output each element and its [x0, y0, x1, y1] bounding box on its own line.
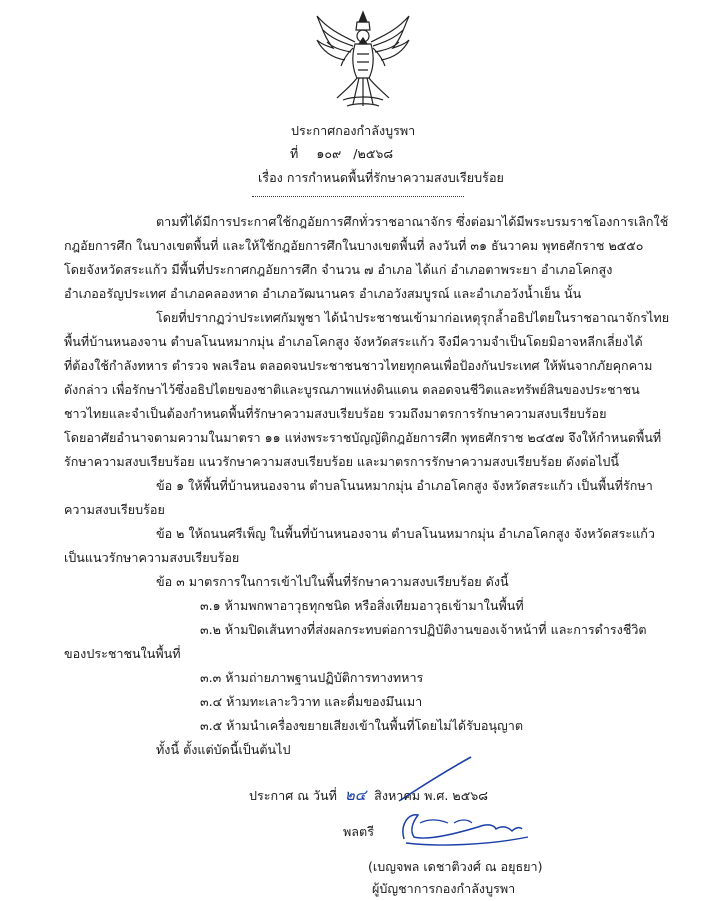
para2-line: โดยอาศัยอำนาจตามความในมาตรา ๑๑ แห่งพระราชบัญญัติกฎอัยการศึก พุทธศักราช ๒๔๕๗ จึงให้กำหนดพื้นที่ [64, 430, 662, 445]
org-title: ประกาศกองกำลังบูรพา [291, 123, 416, 138]
number-year: /๒๕๖๘ [353, 146, 394, 161]
announced-day: ๒๔ [344, 786, 367, 804]
para2-line: โดยที่ปรากฏว่าประเทศกัมพูชา ได้นำประชาชนเข้ามาก่อเหตุรุกล้ำอธิปไตยในราชอาณาจักรไทย [156, 310, 670, 325]
announced-month-year: สิงหาคม พ.ศ. ๒๕๖๘ [374, 788, 488, 803]
para1-line: กฎอัยการศึก ในบางเขตพื้นที่ และให้ใช้กฎอัยการศึกในบางเขตพื้นที่ ลงวันที่ ๓๑ ธันวาคม พุทธศักราช ๒๕๕๐ [64, 238, 644, 253]
para2-line: รักษาความสงบเรียบร้อย แนวรักษาความสงบเรียบร้อย และมาตรการรักษาความสงบเรียบร้อย ดังต่อไปนี้ [64, 454, 620, 469]
closing-line: ทั้งนี้ ตั้งแต่บัดนี้เป็นต้นไป [156, 742, 291, 757]
item1-line: ความสงบเรียบร้อย [64, 502, 165, 517]
signer-position: ผู้บัญชาการกองกำลังบูรพา [372, 881, 516, 896]
sub-item-3-3: ๓.๓ ห้ามถ่ายภาพฐานปฏิบัติการทางทหาร [200, 670, 424, 685]
handwritten-signature-icon [398, 805, 533, 850]
para2-line: พื้นที่บ้านหนองจาน ตำบลโนนหมากมุ่น อำเภอโคกสูง จังหวัดสระแก้ว จึงมีความจำเป็นโดยมิอาจหลีกเลี่ยงได้ [64, 334, 643, 349]
sub-item-3-1: ๓.๑ ห้ามพกพาอาวุธทุกชนิด หรือสิ่งเทียมอาวุธเข้ามาในพื้นที่ [200, 598, 524, 613]
para1-line: ตามที่ได้มีการประกาศใช้กฎอัยการศึกทั่วราชอาณาจักร ซึ่งต่อมาได้มีพระบรมราชโองการเลิกใช้ [156, 214, 669, 229]
item2-line: ข้อ ๒ ให้ถนนศรีเพ็ญ ในพื้นที่บ้านหนองจาน ตำบลโนนหมากมุ่น อำเภอโคกสูง จังหวัดสระแก้ว [156, 526, 655, 541]
sub-item-3-2-cont: ของประชาชนในพื้นที่ [64, 646, 181, 661]
sub-item-3-2: ๓.๒ ห้ามปิดเส้นทางที่ส่งผลกระทบต่อการปฏิบัติงานของเจ้าหน้าที่ และการดำรงชีวิต [200, 622, 647, 637]
header-divider [252, 196, 464, 197]
subject-label: เรื่อง [258, 170, 283, 185]
garuda-emblem-icon [313, 8, 413, 110]
number-value: ๑๐๙ [316, 146, 342, 161]
para2-line: ดังกล่าว เพื่อรักษาไว้ซึ่งอธิปไตยของชาติและบูรณภาพแห่งดินแดน ตลอดจนชีวิตและทรัพย์สินของประชาชน [64, 382, 640, 397]
announcement-date [249, 787, 488, 804]
sub-item-3-4: ๓.๔ ห้ามทะเลาะวิวาท และดื่มของมึนเมา [200, 694, 423, 709]
para2-line: ที่ต้องใช้กำลังทหาร ตำรวจ พลเรือน ตลอดจนประชาชนชาวไทยทุกคนเพื่อป้องกันประเทศ ให้พ้นจากภัยคุกคาม [64, 358, 653, 373]
signer-name: (เบญจพล เดชาติวงศ์ ณ อยุธยา) [368, 859, 543, 874]
sub-item-3-5: ๓.๕ ห้ามนำเครื่องขยายเสียงเข้าในพื้นที่โดยไม่ได้รับอนุญาต [200, 718, 524, 733]
number-label: ที่ [290, 146, 299, 161]
para1-line: โดยจังหวัดสระแก้ว มีพื้นที่ประกาศกฎอัยการศึก จำนวน ๗ อำเภอ ได้แก่ อำเภอตาพระยา อำเภอโคกสูง [64, 262, 613, 277]
para1-line: อำเภออรัญประเทศ อำเภอคลองหาด อำเภอวัฒนานคร อำเภอวังสมบูรณ์ และอำเภอวังน้ำเย็น นั้น [64, 286, 582, 301]
para2-line: ชาวไทยและจำเป็นต้องกำหนดพื้นที่รักษาความสงบเรียบร้อย รวมถึงมาตรการรักษาความสงบเรียบร้อย [64, 406, 607, 421]
subject-text: การกำหนดพื้นที่รักษาความสงบเรียบร้อย [286, 170, 504, 185]
document-number [290, 146, 393, 162]
item1-line: ข้อ ๑ ให้พื้นที่บ้านหนองจาน ตำบลโนนหมากมุ่น อำเภอโคกสูง จังหวัดสระแก้ว เป็นพื้นที่รักษา [156, 478, 653, 493]
item2-line: เป็นแนวรักษาความสงบเรียบร้อย [64, 550, 240, 565]
announced-label: ประกาศ ณ วันที่ [249, 788, 337, 803]
item3-heading: ข้อ ๓ มาตรการในการเข้าไปในพื้นที่รักษาความสงบเรียบร้อย ดังนี้ [156, 574, 509, 589]
subject-line [258, 170, 504, 186]
signer-rank: พลตรี [343, 824, 374, 839]
